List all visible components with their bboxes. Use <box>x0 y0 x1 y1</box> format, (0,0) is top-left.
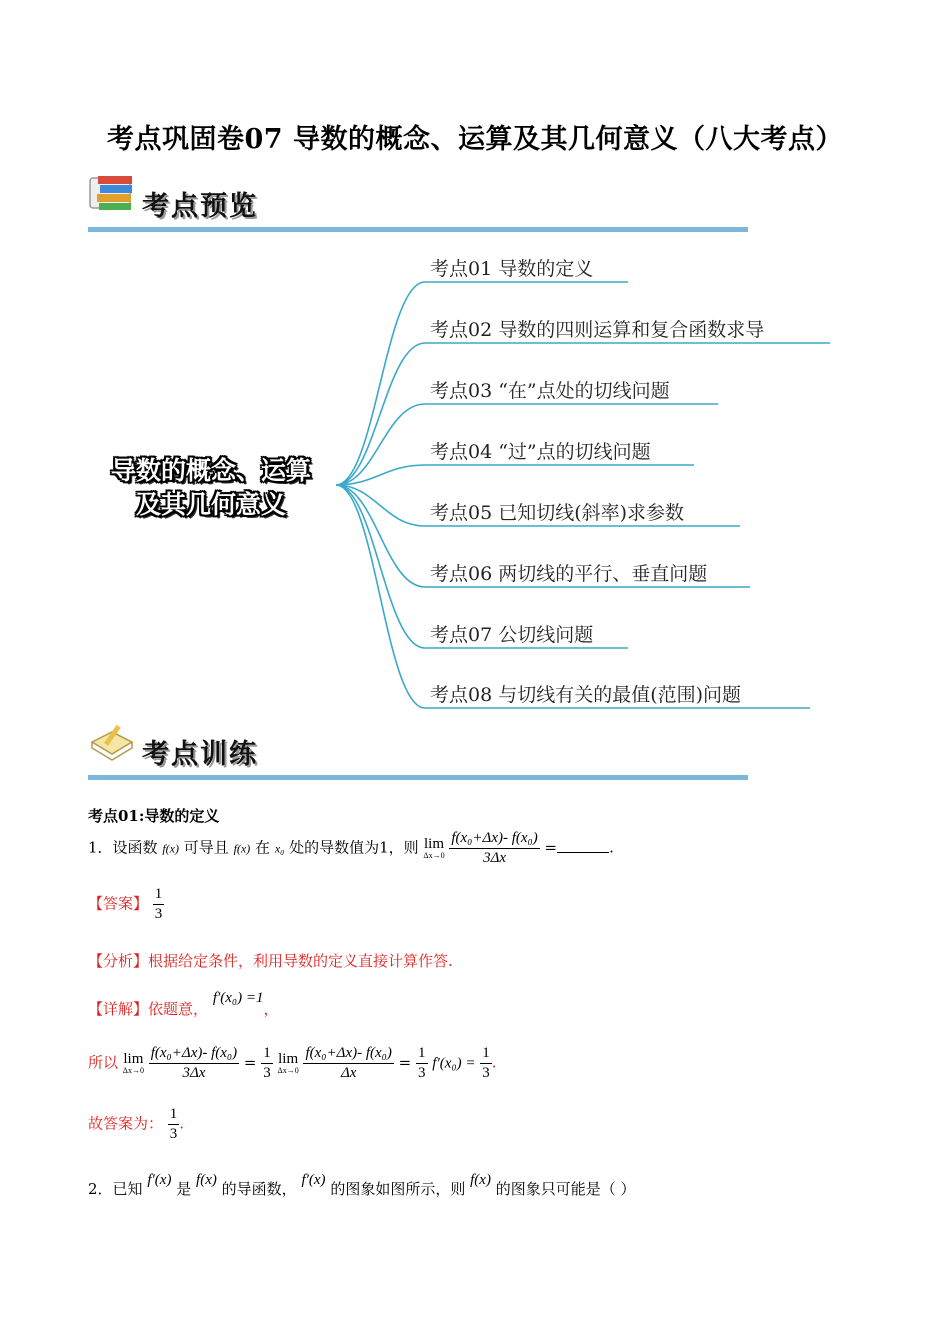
fraction-numerator: f(x₀+Δx)- f(x₀) <box>303 1045 393 1064</box>
comma: ， <box>263 1000 279 1018</box>
fraction-denominator: 3 <box>169 1126 178 1142</box>
math-f: f(x) <box>470 1172 491 1188</box>
detail-line <box>88 990 279 1019</box>
question-text: 设函数 <box>112 838 158 857</box>
fraction-numerator: 1 <box>480 1045 492 1064</box>
mindmap-item: 考点08 与切线有关的最值(范围)问题 <box>430 684 742 706</box>
equals-sign: = <box>544 838 558 857</box>
fraction-denominator: 3 <box>154 906 163 922</box>
limit-label: lim <box>278 1051 299 1067</box>
limit-operator <box>123 1052 144 1075</box>
question-2 <box>88 1172 636 1199</box>
fraction <box>261 1045 273 1082</box>
fraction-denominator: Δx <box>340 1065 357 1081</box>
fraction <box>416 1045 428 1082</box>
analysis-line <box>88 950 453 971</box>
fraction-denominator: 3 <box>263 1065 271 1081</box>
fraction <box>303 1045 393 1082</box>
question-text: 是 <box>176 1180 192 1198</box>
math-fx: f(x) <box>233 841 251 856</box>
answer-line <box>88 886 164 923</box>
limit-subscript: Δx→0 <box>423 851 445 860</box>
period: . <box>179 1114 185 1133</box>
fraction-numerator: 1 <box>261 1045 273 1064</box>
fraction-denominator: 3Δx <box>483 850 507 866</box>
question-text: 的图象如图所示，则 <box>330 1180 466 1198</box>
section-divider <box>88 775 748 780</box>
detail-label: 【详解】 <box>88 1000 149 1018</box>
section-title-training: 考点训练 <box>142 739 258 770</box>
analysis-label: 【分析】 <box>88 952 149 970</box>
mindmap-branch <box>336 465 694 485</box>
math-x0: x₀ <box>274 841 285 856</box>
fraction <box>168 1106 180 1143</box>
limit-subscript: Δx→0 <box>122 1066 144 1075</box>
mindmap-center <box>86 454 336 522</box>
mindmap-item: 考点07 公切线问题 <box>430 624 594 646</box>
conclusion-text: 故答案为： <box>88 1114 164 1133</box>
question-text: 可导且 <box>183 838 229 857</box>
limit-subscript: Δx→0 <box>277 1066 299 1075</box>
derivation-line <box>88 1045 497 1082</box>
limit-operator <box>278 1052 299 1075</box>
fraction-numerator: f(x₀+Δx)- f(x₀) <box>449 830 539 849</box>
question-text: 的图象只可能是（ ） <box>495 1180 636 1198</box>
fraction <box>480 1045 492 1082</box>
section-header-training <box>88 718 748 780</box>
limit-label: lim <box>123 1051 144 1067</box>
fraction-denominator: 3 <box>482 1065 490 1081</box>
conclusion-line <box>88 1106 184 1143</box>
mindmap-center-line2: 及其几何意义 <box>135 490 286 519</box>
section-title-preview: 考点预览 <box>142 191 258 222</box>
mindmap-item: 考点06 两切线的平行、垂直问题 <box>430 563 708 585</box>
question-number: 2． <box>88 1180 113 1198</box>
fraction-denominator: 3 <box>418 1065 426 1081</box>
question-text: 已知 <box>112 1180 143 1198</box>
fraction-numerator: 1 <box>168 1106 180 1125</box>
mindmap-item: 考点03 “在”点处的切线问题 <box>430 380 670 402</box>
mindmap-item: 考点02 导数的四则运算和复合函数求导 <box>430 319 765 341</box>
fraction-numerator: 1 <box>416 1045 428 1064</box>
answer-label: 【答案】 <box>88 894 149 913</box>
math-f: f(x) <box>196 1172 217 1188</box>
question-1 <box>88 830 614 867</box>
derivative-expression: f′(x₀) =1 <box>212 990 264 1006</box>
math-fprime: f′(x) <box>301 1172 326 1188</box>
page-title: 考点巩固卷07 导数的概念、运算及其几何意义（八大考点） <box>107 124 843 155</box>
topic-heading: 考点01:导数的定义 <box>88 807 220 825</box>
equals-sign: = <box>398 1053 412 1072</box>
math-fx: f(x) <box>162 841 179 856</box>
mindmap-center-line1: 导数的概念、运算 <box>110 456 311 485</box>
fraction-numerator: f(x₀+Δx)- f(x₀) <box>149 1045 239 1064</box>
question-text: 的导函数， <box>221 1180 297 1198</box>
mindmap-item: 考点05 已知切线(斜率)求参数 <box>430 502 685 524</box>
limit-operator <box>423 837 444 860</box>
fraction <box>449 830 539 867</box>
fraction-numerator: 1 <box>153 886 165 905</box>
limit-label: lim <box>423 836 444 852</box>
answer-blank <box>557 840 609 853</box>
question-number: 1． <box>88 838 113 857</box>
mindmap-item: 考点04 “过”点的切线问题 <box>430 441 651 463</box>
question-text: 在 <box>255 838 271 857</box>
mindmap-item: 考点01 导数的定义 <box>430 258 594 280</box>
answer-fraction <box>153 886 165 923</box>
math-fprime: f′(x) <box>147 1172 172 1188</box>
derivation-prefix: 所以 <box>88 1053 119 1072</box>
analysis-text: 根据给定条件，利用导数的定义直接计算作答. <box>148 952 453 970</box>
period: . <box>491 1053 497 1072</box>
equals-sign: = <box>243 1053 257 1072</box>
fraction <box>149 1045 239 1082</box>
notebook-pencil-icon <box>88 720 136 764</box>
detail-text: 依题意， <box>148 1000 209 1018</box>
question-text: 处的导数值为1，则 <box>289 838 419 857</box>
period: . <box>609 838 614 857</box>
fraction-denominator: 3Δx <box>182 1065 206 1081</box>
derivative-expression: f′(x₀) = <box>432 1055 476 1072</box>
